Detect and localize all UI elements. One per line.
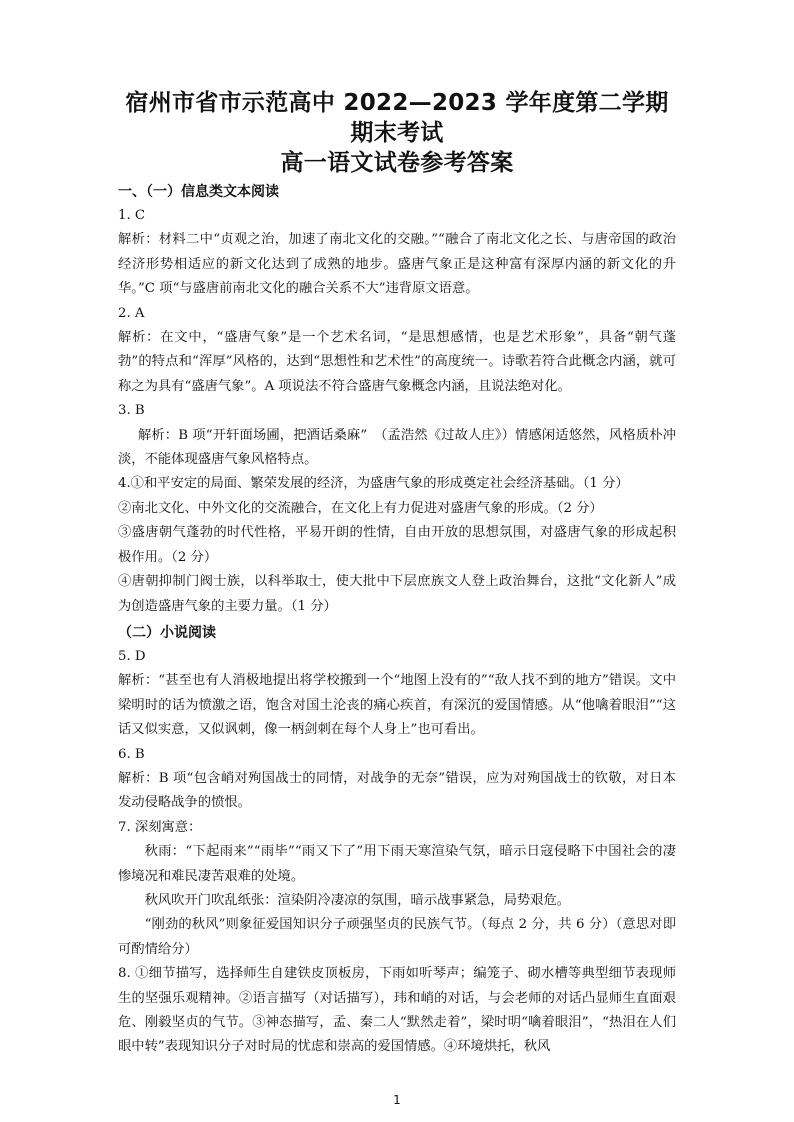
- section-heading-novel: （二）小说阅读: [118, 624, 216, 641]
- answer-q7-point3: “刚劲的秋风”则象征爱国知识分子顽强坚贞的民族气节。（每点 2 分，共 6 分）（意思对即可酌情给分）: [118, 917, 676, 957]
- answer-q3: 3. B: [118, 403, 145, 419]
- analysis-q3: 解析：B 项“开轩面场圃，把酒话桑麻” （孟浩然《过故人庄》）情感闲适悠然，风格质朴冲淡，不能体现盛唐气象风格特点。: [118, 427, 676, 468]
- doc-title-line1: 宿州市省市示范高中 2022—2023 学年度第二学期期末考试: [125, 90, 669, 146]
- answer-q7-point2: 秋风吹开门吹乱纸张：渲染阴冷凄凉的氛围，暗示战事紧急，局势艰危。: [144, 892, 571, 908]
- answer-q7-heading: 7. 深刻寓意：: [118, 819, 202, 835]
- answer-q8: 8. ①细节描写，选择师生自建铁皮顶板房，下雨如听琴声；编笼子、砌水槽等典型细节表现师生的坚强乐观精神。②语言描写（对话描写），玮和峭的对话，与会老师的对话凸显师生直面艰危、刚毅坚贞的气节。③神态描写，孟、秦二人“默然走着”，梁时明“噙着眼泪”，“热泪在人们眼中转”表现知识分子对时局的忧虑和崇高的爱国情感。④环境烘托，秋风: [118, 966, 676, 1055]
- page-number: 1: [393, 1093, 401, 1107]
- answer-q5: 5. D: [118, 648, 146, 664]
- answer-q1: 1. C: [118, 208, 146, 223]
- answer-q4-point1: 4.①和平安定的局面、繁荣发展的经济，为盛唐气象的形成奠定社会经济基础。（1 分）: [118, 476, 629, 492]
- analysis-q2: 解析：在文中，“盛唐气象”是一个艺术名词，“是思想感情，也是艺术形象”，具备“朝气蓬勃”的特点和“浑厚”风格的，达到“思想性和艺术性”的高度统一。诗歌若符合此概念内涵，就可称之为具有“盛唐气象”。A 项说法不符合盛唐气象概念内涵，且说法绝对化。: [118, 330, 676, 394]
- answer-q4-point3: ③盛唐朝气蓬勃的时代性格，平易开朗的性情，自由开放的思想氛围，对盛唐气象的形成起积极作用。（2 分）: [118, 525, 676, 565]
- answer-q4-point4: ④唐朝抑制门阀士族，以科举取士，使大批中下层庶族文人登上政治舞台，这批“文化新人”成为创造盛唐气象的主要力量。（1 分）: [118, 574, 676, 614]
- answer-q2: 2. A: [118, 305, 145, 321]
- analysis-q1: 解析：材料二中“贞观之治，加速了南北文化的交融。”“融合了南北文化之长、与唐帝国的政治经济形势相适应的新文化达到了成熟的地步。盛唐气象正是这种富有深厚内涵的新文化的升华。”C 项“与盛唐前南北文化的融合关系不大”违背原文语意。: [118, 232, 676, 297]
- analysis-q6: 解析：B 项“包含峭对殉国战士的同情，对战争的无奈”错误，应为对殉国战士的钦敬，对日本发动侵略战争的愤恨。: [118, 770, 676, 811]
- answer-q4-point2: ②南北文化、中外文化的交流融合，在文化上有力促进对盛唐气象的形成。（2 分）: [118, 500, 603, 516]
- answer-q6: 6. B: [118, 746, 145, 762]
- doc-title-line2: 高一语文试卷参考答案: [280, 150, 514, 176]
- analysis-q5: 解析：“甚至也有人消极地提出将学校搬到一个“地图上没有的”“敌人找不到的地方”错误。文中梁明时的话为愤激之语，饱含对国土沦丧的痛心疾首，有深沉的爱国情感。从“他噙着眼泪”“这话又似实意，又似讽刺，像一柄剑刺在每个人身上”也可看出。: [118, 673, 676, 738]
- answer-q7-point1: 秋雨：“下起雨来”“雨毕”“雨又下了”用下雨天寒渲染气氛，暗示日寇侵略下中国社会的凄惨境况和难民凄苦艰难的处境。: [118, 844, 676, 884]
- section-heading-info-text: 一、（一）信息类文本阅读: [118, 184, 279, 200]
